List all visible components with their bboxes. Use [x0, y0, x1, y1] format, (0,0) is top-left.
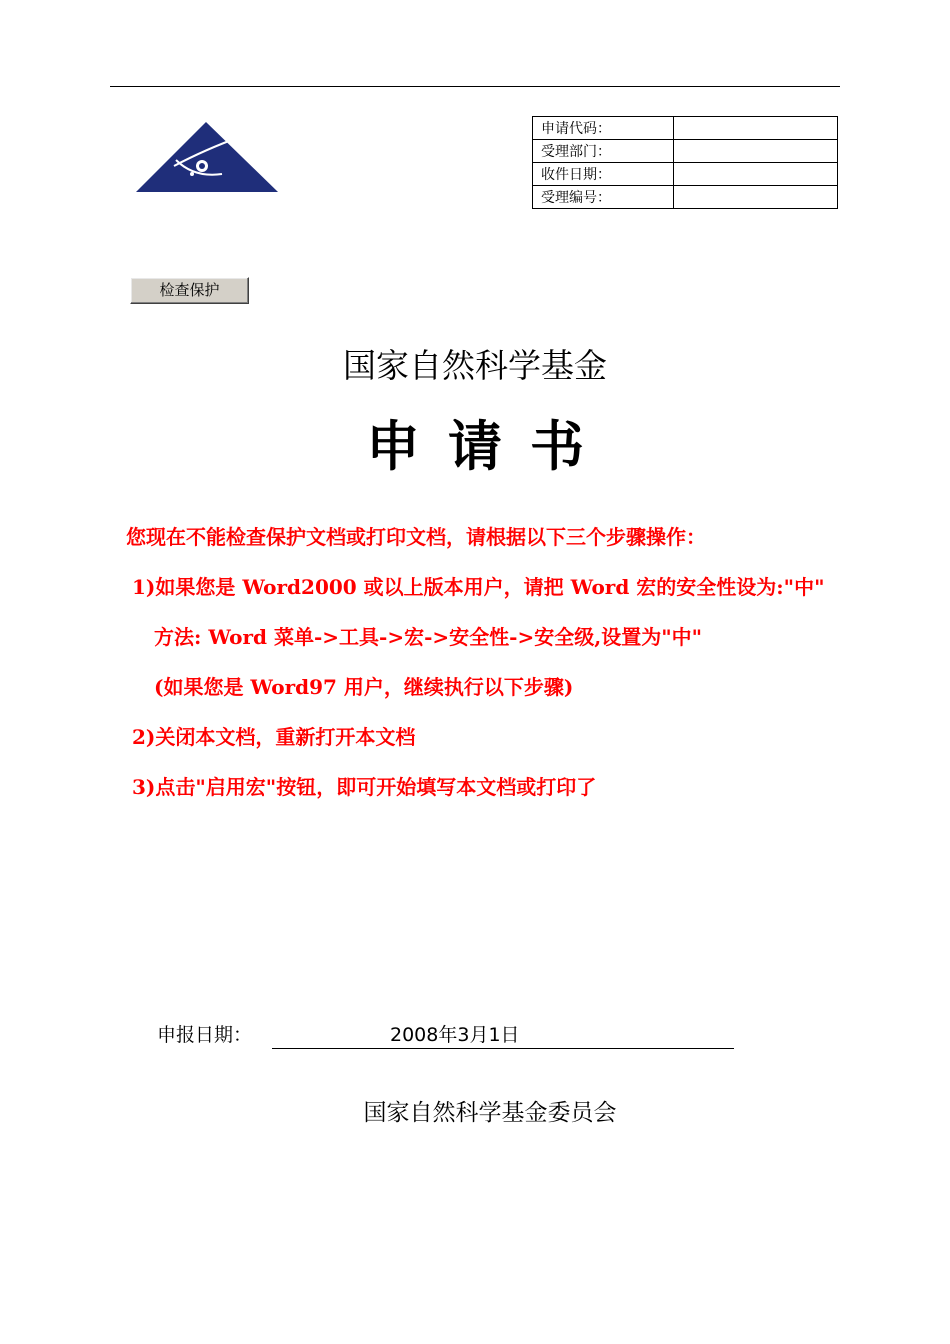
notice-step-2: 2)关闭本文档，重新打开本文档	[132, 725, 416, 749]
notice-intro: 您现在不能检查保护文档或打印文档，请根据以下三个步骤操作：	[126, 525, 706, 549]
apply-code-field[interactable]	[674, 117, 838, 140]
notice-step-1: 1)如果您是 Word2000 或以上版本用户，请把 Word 宏的安全性设为:"中"	[132, 575, 825, 599]
notice-word97: (如果您是 Word97 用户，继续执行以下步骤)	[154, 675, 574, 699]
receive-date-label: 收件日期：	[533, 163, 674, 186]
header-rule	[110, 86, 840, 87]
table-row	[533, 186, 838, 209]
report-date-value[interactable]: 2008年3月1日	[390, 1024, 520, 1046]
check-protection-button[interactable]: 检查保护	[130, 277, 249, 304]
report-date-underline	[272, 1048, 734, 1049]
page-subtitle: 申请书	[366, 415, 612, 478]
notice-step-3: 3)点击"启用宏"按钮，即可开始填写本文档或打印了	[132, 775, 597, 799]
table-row	[533, 163, 838, 186]
accept-number-field[interactable]	[674, 186, 838, 209]
macro-notice	[126, 512, 838, 812]
dept-field[interactable]	[674, 140, 838, 163]
table-row	[533, 140, 838, 163]
footer-organization: 国家自然科学基金委员会	[363, 1100, 617, 1126]
application-info-table	[532, 116, 838, 209]
report-date-label: 申报日期：	[157, 1024, 253, 1046]
receive-date-field[interactable]	[674, 163, 838, 186]
dept-label: 受理部门：	[533, 140, 674, 163]
page-title: 国家自然科学基金	[343, 346, 607, 385]
accept-number-label: 受理编号：	[533, 186, 674, 209]
nsfc-logo-icon	[134, 120, 280, 194]
apply-code-label: 申请代码：	[533, 117, 674, 140]
table-row	[533, 117, 838, 140]
notice-method: 方法: Word 菜单->工具->宏->安全性->安全级,设置为"中"	[154, 625, 703, 649]
